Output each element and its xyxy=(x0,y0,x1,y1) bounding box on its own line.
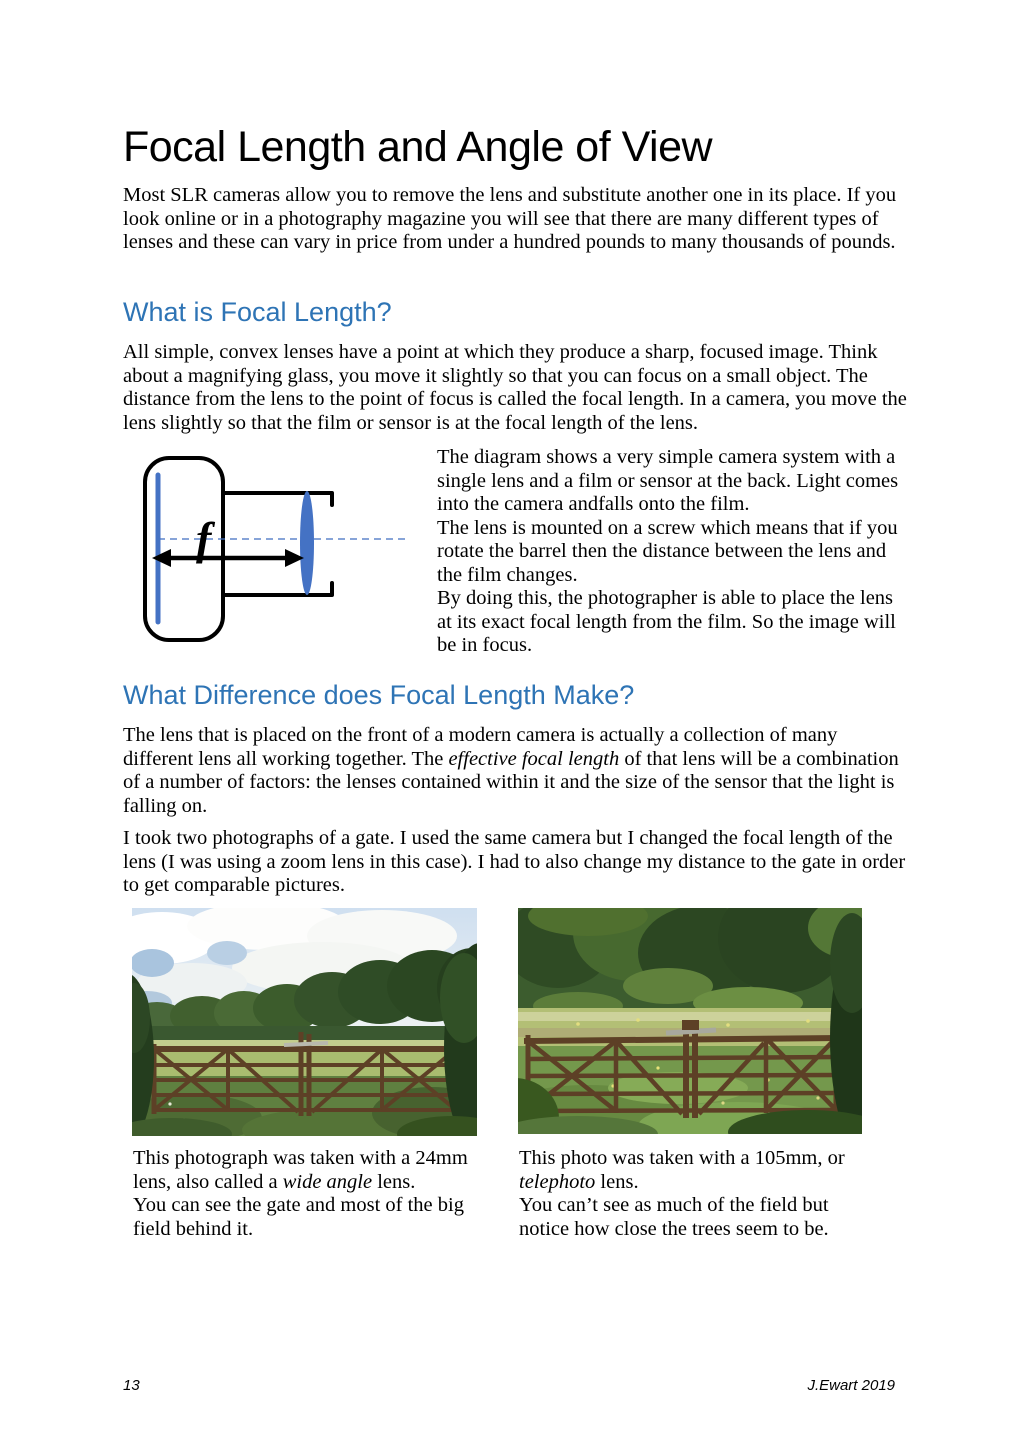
wide-angle-italic: wide angle xyxy=(282,1170,373,1193)
section-heading-what-is-focal-length: What is Focal Length? xyxy=(123,297,392,327)
page-title: Focal Length and Angle of View xyxy=(123,123,713,171)
caption-text: lens. xyxy=(595,1170,639,1193)
caption-sentence xyxy=(519,1147,869,1194)
diagram-description xyxy=(437,446,903,658)
diagram-description-line: The diagram shows a very simple camera system with a single lens and a film or sensor at the back. Light comes into the camera andfalls onto the film. xyxy=(437,446,899,515)
lens-ellipse xyxy=(300,491,314,595)
author-credit: J.Ewart 2019 xyxy=(807,1377,895,1394)
wide-angle-gate-photo xyxy=(132,908,477,1136)
lens-barrel-top xyxy=(223,493,332,505)
caption-text: This photograph was taken with a 24mm lens, also called a xyxy=(133,1147,468,1193)
effective-focal-length-paragraph xyxy=(123,724,907,818)
caption-sentence: You can see the gate and most of the big field behind it. xyxy=(133,1194,464,1240)
telephoto-photo-caption xyxy=(519,1147,869,1241)
wide-angle-photo-svg xyxy=(132,908,477,1136)
page-number: 13 xyxy=(123,1377,140,1394)
caption-text: lens. xyxy=(372,1170,416,1193)
two-photographs-paragraph: I took two photographs of a gate. I used the same camera but I changed the focal length of the lens (I was using a zoom lens in this case). I had to also change my distance to the gate in order to get comparable pictures. xyxy=(123,827,906,896)
telephoto-italic: telephoto xyxy=(519,1170,596,1193)
caption-sentence: You can’t see as much of the field but notice how close the trees seem to be. xyxy=(519,1194,829,1240)
wide-angle-photo-caption xyxy=(133,1147,483,1241)
camera-lens-diagram xyxy=(138,448,408,660)
page-footer xyxy=(123,1377,895,1394)
focal-length-paragraph: All simple, convex lenses have a point at which they produce a sharp, focused image. Think about a magnifying glass, you move it slightly so that you can focus on a small object. The distance from the lens to the point of focus is called the focal length. In a camera, you move the lens slightly so that the film or sensor is at the focal length of the lens. xyxy=(123,341,907,434)
lens-barrel-bottom xyxy=(223,583,332,595)
camera-diagram-svg xyxy=(138,448,408,660)
field-highlight xyxy=(518,1012,862,1021)
caption-sentence xyxy=(133,1147,483,1194)
diagram-description-line: By doing this, the photographer is able to place the lens at its exact focal length from the film. So the image will be in focus. xyxy=(437,587,896,656)
telephoto-photo-svg xyxy=(518,908,862,1134)
telephoto-gate-photo xyxy=(518,908,862,1134)
diagram-description-line: The lens is mounted on a screw which means that if you rotate the barrel then the distance between the lens and the film changes. xyxy=(437,516,898,586)
paragraph-text: The lens that is placed on the front of a modern camera is actually a collection of many different lens all working together. The xyxy=(123,724,838,770)
paragraph-text: of that lens will be a combination of a number of factors: the lenses contained within it and the size of the sensor that the light is falling on. xyxy=(123,747,899,817)
effective-focal-length-italic: effective focal length xyxy=(448,747,620,770)
intro-paragraph: Most SLR cameras allow you to remove the lens and substitute another one in its place. If you look online or in a photography magazine you will see that there are many different types of lenses and these can vary in price from under a hundred pounds to many thousands of pounds. xyxy=(123,184,897,253)
section-heading-what-difference: What Difference does Focal Length Make? xyxy=(123,680,635,710)
caption-text: This photo was taken with a 105mm, or xyxy=(519,1147,845,1169)
focal-length-label: f xyxy=(196,513,212,564)
focal-length-arrow xyxy=(152,549,304,567)
